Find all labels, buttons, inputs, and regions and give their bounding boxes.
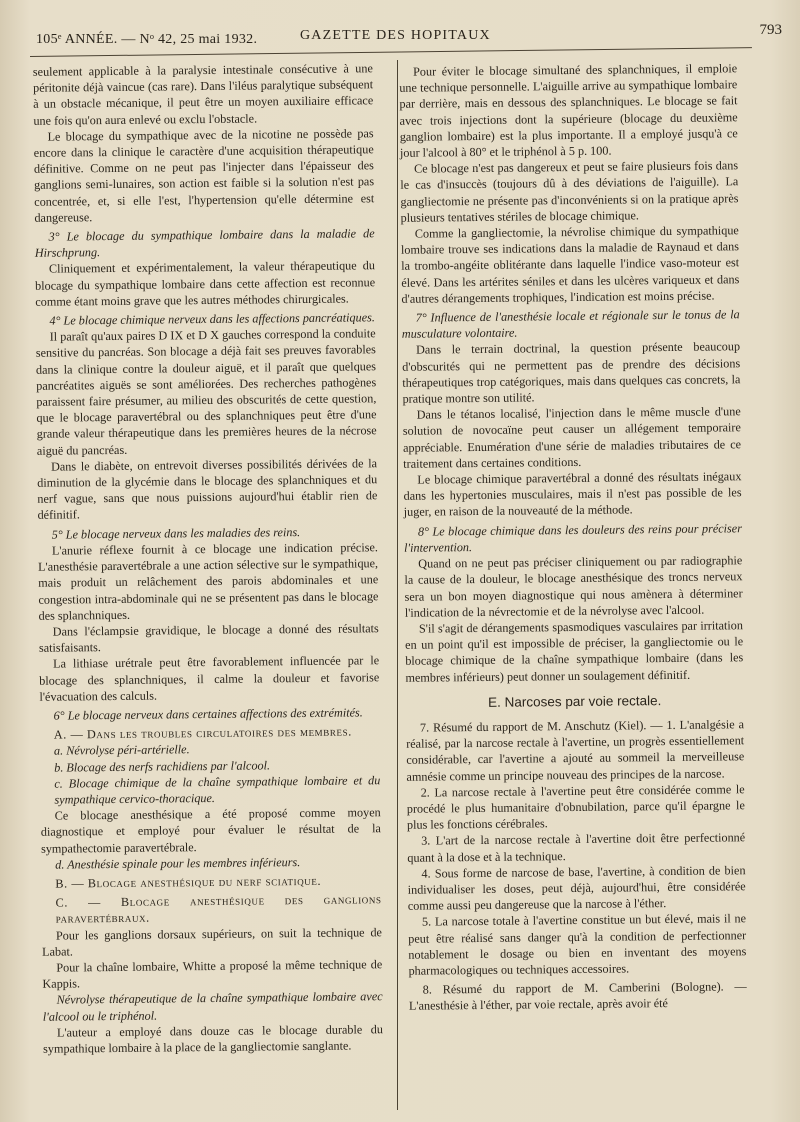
paragraph: 7. Résumé du rapport de M. Anschutz (Kiel). — 1. L'analgésie a réalisé, par la narcose rectale à l'avertine, un progrès essentiellement considérable, car l'avertine a ajouté au sommeil la merveilleuse amnésie comme un principe nouveau des principes de la narcose.	[406, 717, 745, 784]
paragraph: L'auteur a employé dans douze cas le blocage durable du sympathique lombaire à la place de la gangliectomie sanglante.	[43, 1021, 384, 1056]
list-item: d. Anesthésie spinale pour les membres inférieurs.	[55, 854, 301, 872]
list-item: c. Blocage chimique de la chaîne sympathique lombaire et du sympathique cervico-thoracique.	[54, 772, 381, 807]
section-heading: 6° Le blocage nerveux dans certaines affections des extrémités.	[53, 705, 363, 723]
paragraph: 8. Résumé du rapport de M. Camberini (Bologne). — L'anesthésie à l'éther, par voie rectale, après avoir été	[408, 979, 747, 1014]
journal-title: GAZETTE DES HOPITAUX	[300, 28, 491, 43]
paragraph: Ce blocage n'est pas dangereux et peut se faire plusieurs fois dans le cas d'insuccès (toujours dû à des déviations de l'aiguille). La gangliectomie ne présente pas d'inconvénients si on la pratique après plusieurs tentatives stériles de blocage chimique.	[400, 158, 739, 225]
section-heading: 3° Le blocage du sympathique lombaire dans la maladie de Hirschprung.	[34, 226, 375, 261]
list-item: a. Névrolyse péri-artérielle.	[53, 742, 190, 758]
list-heading: C. — Blocage anesthésique des ganglions paravertébraux.	[55, 892, 382, 926]
paragraph: Dans le tétanos localisé, l'injection dans le même muscle d'une solution de novocaïne peut causer un allégement temporaire appréciable. Enumération d'une série de maladies tributaires de ce traitement dans certaines conditions.	[402, 404, 742, 471]
paragraph: Dans l'éclampsie gravidique, le blocage a donné des résultats satisfaisants.	[38, 621, 379, 655]
section-title: E. Narcoses par voie rectale.	[487, 692, 662, 710]
paragraph: seulement applicable à la paralysie intestinale consécutive à une péritonite déjà vaincue (cas rare). Dans l'iléus paralytique subséquent à un obstacle mécanique, il peut être un moyen auxiliaire efficace une fois qu'on aura enlevé ou exclu l'obstacle.	[32, 61, 374, 128]
list-heading: A. — Dans les troubles circulatoires des membres.	[53, 724, 352, 742]
paragraph: 2. La narcose rectale à l'avertine peut être considérée comme le procédé le plus humanitaire d'obnubilation, parce qu'il épargne le plus les fonctions cérébrales.	[406, 781, 745, 832]
right-column	[399, 60, 747, 1014]
paragraph: L'anurie réflexe fournit à ce blocage une indication précise. L'anesthésie paravertébrale a une action sélective sur le sympathique, mais produit un relâchement des parois abdominales et une congestion intra-abdominale qui ne se présentent pas dans le blocage des splanchniques.	[38, 540, 379, 623]
paragraph: 4. Sous forme de narcose de base, l'avertine, à condition de bien individualiser les doses, peut déjà, aujourd'hui, être considérée comme aussi peu dangereuse que la narcose à l'éther.	[407, 862, 746, 913]
paragraph: Le blocage du sympathique avec de la nicotine ne possède pas encore dans la clinique le caractère d'une acquisition thérapeutique définitive. Comme on ne peut pas l'injecter dans l'épaisseur des ganglions semi-lunaires, son action est faible si la solution n'est pas concentrée, et, si elle l'est, l'hypertension qu'elle détermine est dangereuse.	[33, 126, 375, 225]
list-heading: B. — Blocage anesthésique du nerf sciatique.	[55, 873, 322, 891]
paragraph: Quand on ne peut pas préciser cliniquement ou par radiographie la cause de la douleur, le blocage anesthésique des troncs nerveux sera un bon moyen diagnostique qui nous amènera à déterminer l'indication de la névrectomie et de la névrolyse avec l'alcool.	[404, 553, 743, 620]
column-divider	[397, 60, 398, 1110]
paragraph: Pour éviter le blocage simultané des splanchniques, il emploie une technique personnelle. L'aiguille arrive au sympathique lombaire par derrière, mais en dessous des splanchniques. Le blocage se fait avec trois injections dont la supérieure (blocage du deuxième ganglion lombaire) est la plus importante. Il a employé jusqu'à ce jour l'alcool à 80° et le triphénol à 5 p. 100.	[399, 61, 738, 160]
paragraph: S'il s'agit de dérangements spasmodiques vasculaires par irritation en un point qu'il est impossible de préciser, la gangliectomie ou le blocage chimique de la chaîne sympathique lombaire (dans les membres inférieurs) peut donner un soulagement définitif.	[405, 618, 744, 685]
section-heading: 7° Influence de l'anesthésie locale et régionale sur le tonus de la musculature volontaire.	[401, 307, 740, 342]
page-number: 793	[759, 22, 782, 38]
paragraph: Ce blocage anesthésique a été proposé comme moyen diagnostique et employé pour évaluer le résultat de la sympathectomie paravertébrale.	[40, 805, 381, 856]
paragraph: Comme la gangliectomie, la névrolise chimique du sympathique lombaire trouve ses indications dans la maladie de Raynaud et dans la trombo-angéite oblitérante dans laquelle l'indice vaso-moteur est élevé. Dans les artérites séniles et dans les ulcères variqueux et dans d'autres dérangements trophiques, l'indication est moins précise.	[400, 223, 740, 306]
list-item: b. Blocage des nerfs rachidiens par l'alcool.	[54, 757, 271, 775]
paragraph: La lithiase urétrale peut être favorablement influencée par le blocage des splanchniques, il calme la douleur et favorise l'évacuation des calculs.	[39, 653, 380, 704]
paragraph: Pour la chaîne lombaire, Whitte a proposé la même technique de Kappis.	[42, 957, 383, 991]
paragraph: Névrolyse thérapeutique de la chaîne sympathique lombaire avec l'alcool ou le triphénol.	[42, 989, 383, 1024]
paragraph: 3. L'art de la narcose rectale à l'avertine doit être perfectionné quant à la dose et à la technique.	[407, 830, 746, 865]
paragraph: Il paraît qu'aux paires D IX et D X gauches correspond la conduite sensitive du pancréas. Son blocage a déjà fait ses preuves favorables dans la clinique contre la douleur aiguë, et il paraît que quelques pancréatites aiguës se sont améliorées. Des recherches pathogènes paraissent faire présumer, au milieu des obscurités de cette question, que le blocage paravertébral ou des splanchniques peut être d'une grande valeur thérapeutique dans les premières heures de la nécrose aiguë du pancréas.	[35, 326, 377, 458]
paragraph: Dans le diabète, on entrevoit diverses possibilités dérivées de la diminution de la glycémie dans le blocage des splanchniques et du nerf vague, sans que nous puissions aujourd'hui établir rien de définitif.	[37, 456, 378, 523]
page-header	[30, 22, 782, 52]
paragraph: Pour les ganglions dorsaux supérieurs, on suit la technique de Labat.	[42, 924, 382, 959]
paragraph: Le blocage chimique paravertébral a donné des résultats inégaux dans les hypertonies musculaires, mais il n'est pas possible de les juger, en raison de la nouveauté de la méthode.	[403, 469, 742, 520]
section-heading: 5° Le blocage nerveux dans les maladies des reins.	[51, 524, 301, 542]
section-heading: 4° Le blocage chimique nerveux dans les affections pancréatiques.	[49, 310, 375, 328]
paragraph: 5. La narcose totale à l'avertine constitue un but élevé, mais il ne peut être réalisé sans danger qu'à la condition de perfectionner notablement le dosage ou bien en inventant des moyens pharmacologiques ou techniques accessoires.	[408, 911, 747, 978]
section-heading: 8° Le blocage chimique dans les douleurs des reins pour préciser l'intervention.	[404, 520, 742, 555]
paragraph: Dans le terrain doctrinal, la question présente beaucoup d'obscurités qui ne permettent pas de prendre des décisions thérapeutiques trop catégoriques, mais dans quelques cas concrets, la pratique montre son utilité.	[402, 339, 741, 406]
left-column	[33, 60, 383, 1057]
paragraph: Cliniquement et expérimentalement, la valeur thérapeutique du blocage du sympathique lombaire dans cette affection est reconnue comme étant moins grave que les autres méthodes chirurgicales.	[35, 258, 376, 309]
issue-info: 105ᵉ ANNÉE. — Nᵒ 42, 25 mai 1932.	[36, 32, 258, 47]
